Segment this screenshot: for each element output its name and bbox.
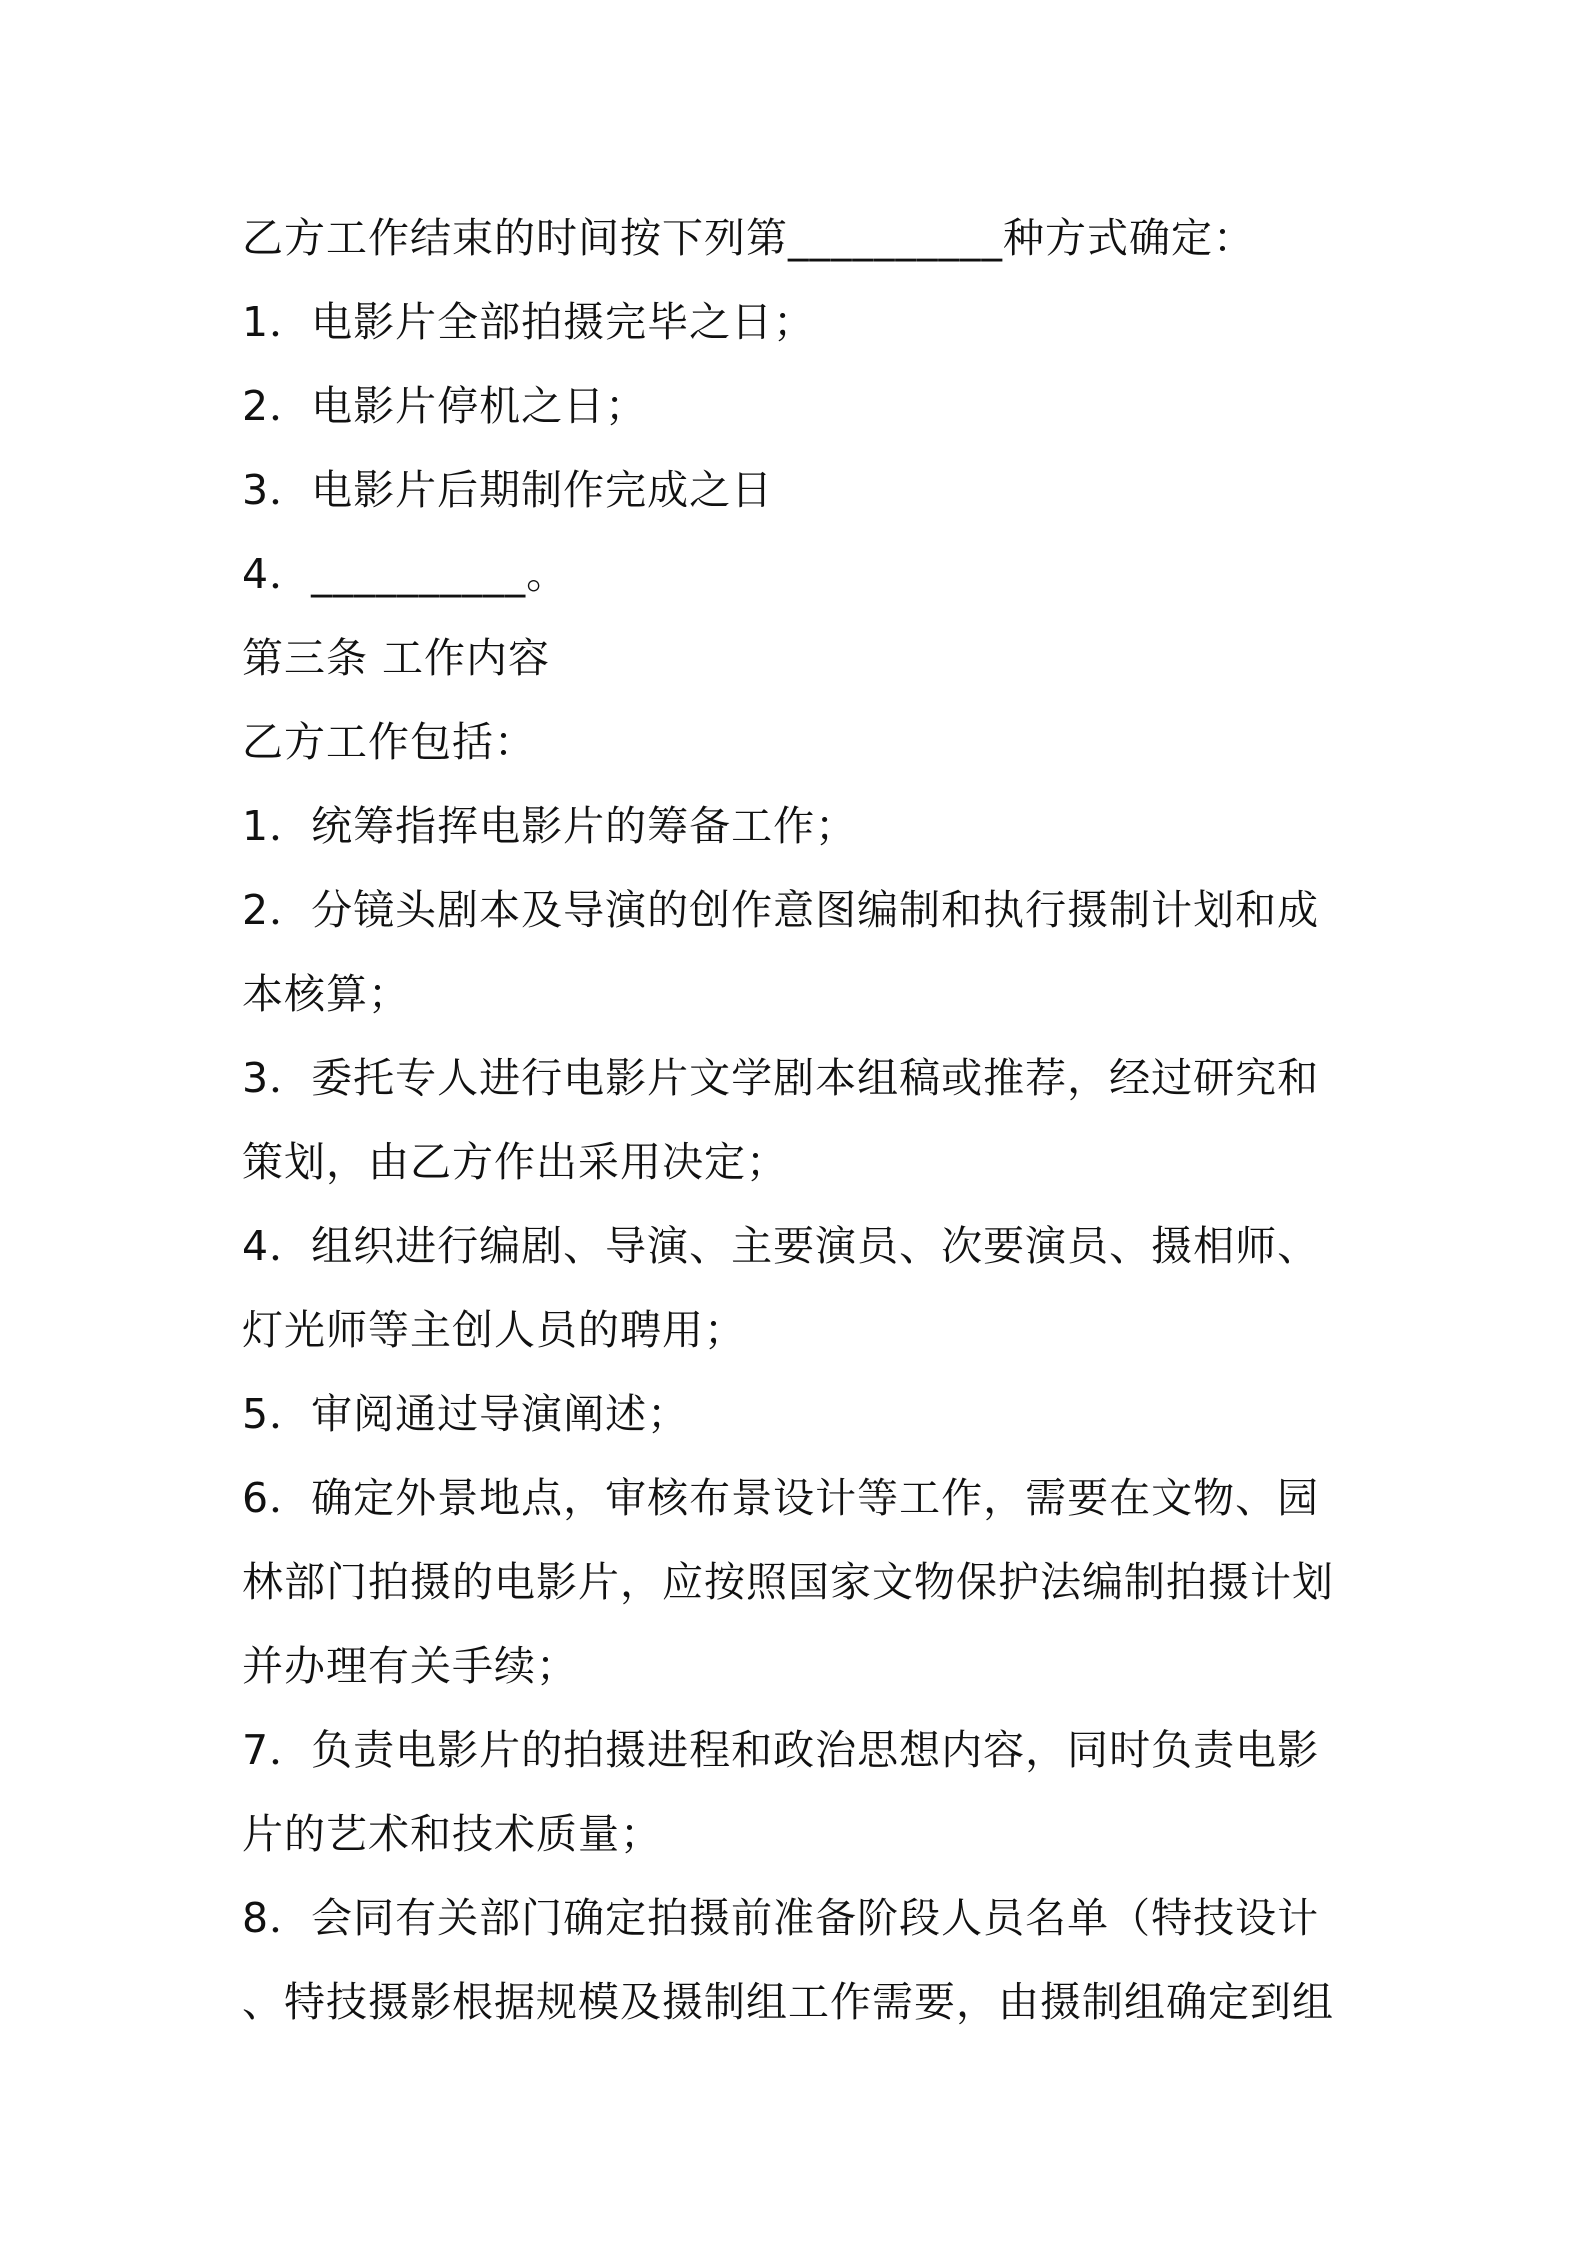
text-line-duty-4: 4．组织进行编剧、导演、主要演员、次要演员、摄相师、 [242, 1222, 1320, 1270]
text-line-option-2: 2．电影片停机之日； [242, 382, 648, 430]
text-line-duty-6: 6．确定外景地点，审核布景设计等工作，需要在文物、园 [242, 1474, 1320, 1522]
text-line-completion-method: 乙方工作结束的时间按下列第__________种方式确定： [242, 214, 1255, 262]
text-line-duty-4-cont: 灯光师等主创人员的聘用； [242, 1306, 746, 1354]
text-line-duty-8-cont: 、特技摄影根据规模及摄制组工作需要，由摄制组确定到组 [242, 1978, 1334, 2026]
section-heading-article-3: 第三条 工作内容 [242, 634, 551, 682]
text-line-duty-2-cont: 本核算； [242, 970, 410, 1018]
text-line-option-1: 1．电影片全部拍摄完毕之日； [242, 298, 816, 346]
text-line-duty-3: 3．委托专人进行电影片文学剧本组稿或推荐，经过研究和 [242, 1054, 1320, 1102]
text-line-option-4: 4．__________。 [242, 550, 569, 598]
text-line-duty-5: 5．审阅通过导演阐述； [242, 1390, 690, 1438]
text-line-duty-1: 1．统筹指挥电影片的筹备工作； [242, 802, 858, 850]
text-line-duty-6-cont-1: 林部门拍摄的电影片，应按照国家文物保护法编制拍摄计划 [242, 1558, 1334, 1606]
document-body [242, 196, 1362, 2044]
text-line-duty-6-cont-2: 并办理有关手续； [242, 1642, 578, 1690]
text-line-work-includes: 乙方工作包括： [242, 718, 536, 766]
text-line-duty-8: 8．会同有关部门确定拍摄前准备阶段人员名单（特技设计 [242, 1894, 1320, 1942]
text-line-duty-3-cont: 策划，由乙方作出采用决定； [242, 1138, 788, 1186]
text-line-duty-7: 7．负责电影片的拍摄进程和政治思想内容，同时负责电影 [242, 1726, 1320, 1774]
text-line-duty-2: 2．分镜头剧本及导演的创作意图编制和执行摄制计划和成 [242, 886, 1320, 934]
text-line-duty-7-cont: 片的艺术和技术质量； [242, 1810, 662, 1858]
text-line-option-3: 3．电影片后期制作完成之日 [242, 466, 774, 514]
